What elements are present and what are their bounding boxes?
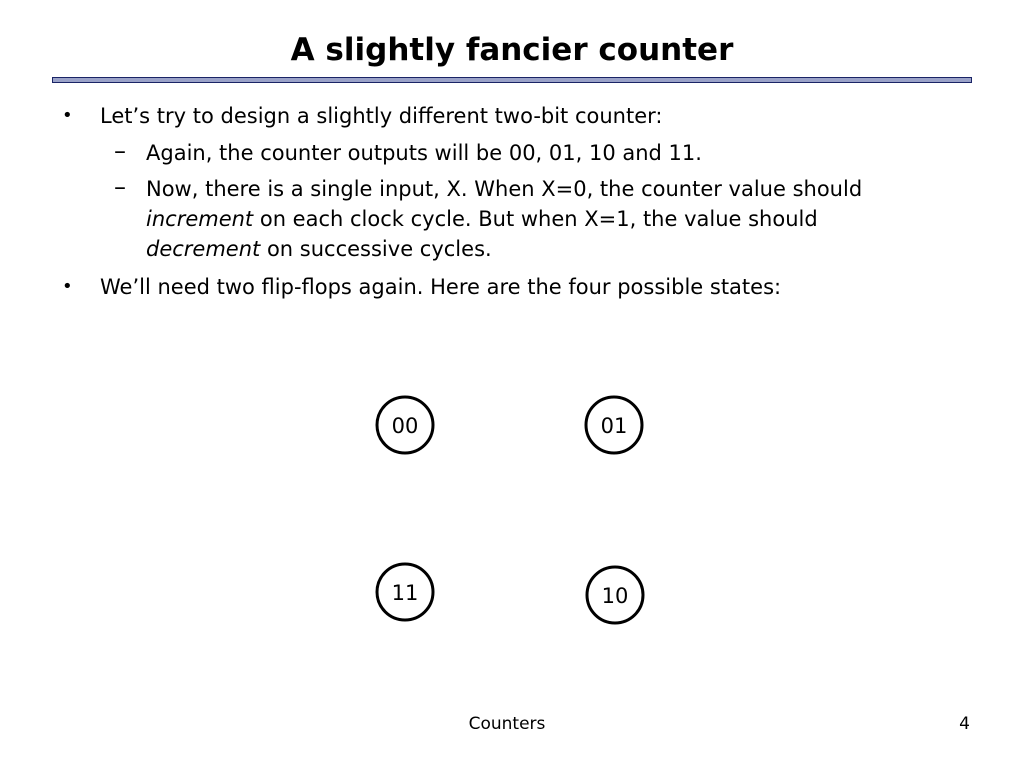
page-number: 4 [959,714,970,734]
slide-title: A slightly fancier counter [290,32,734,68]
footer-section-label: Counters [468,714,546,734]
sub-bullet-dash: – [114,137,126,165]
sub-bullet-dash: – [114,173,126,201]
state-node-00 [377,397,433,453]
state-label: 10 [601,584,629,608]
sub-bullet-text: Again, the counter outputs will be 00, 01, 10 and 11. [146,141,702,165]
sub-bullet-line-3-rest: on successive cycles. [260,237,492,261]
state-label: 00 [391,414,419,438]
sub-bullet-line-2-rest: on each clock cycle. But when X=1, the value should [253,207,818,231]
bullet-text: Let’s try to design a slightly different two-bit counter: [100,104,663,128]
state-label: 11 [391,581,419,605]
state-node-01 [586,397,642,453]
state-node-10 [587,567,643,623]
emphasis-decrement: decrement [146,237,261,261]
bullet-text: We’ll need two flip-flops again. Here are the four possible states: [100,275,782,299]
bullet-dot: • [62,105,73,126]
state-node-11 [377,564,433,620]
state-label: 01 [600,414,628,438]
emphasis-increment: increment [146,207,254,231]
sub-bullet-line-1: Now, there is a single input, X. When X=0, the counter value should [146,177,863,201]
bullet-dot: • [62,276,73,297]
